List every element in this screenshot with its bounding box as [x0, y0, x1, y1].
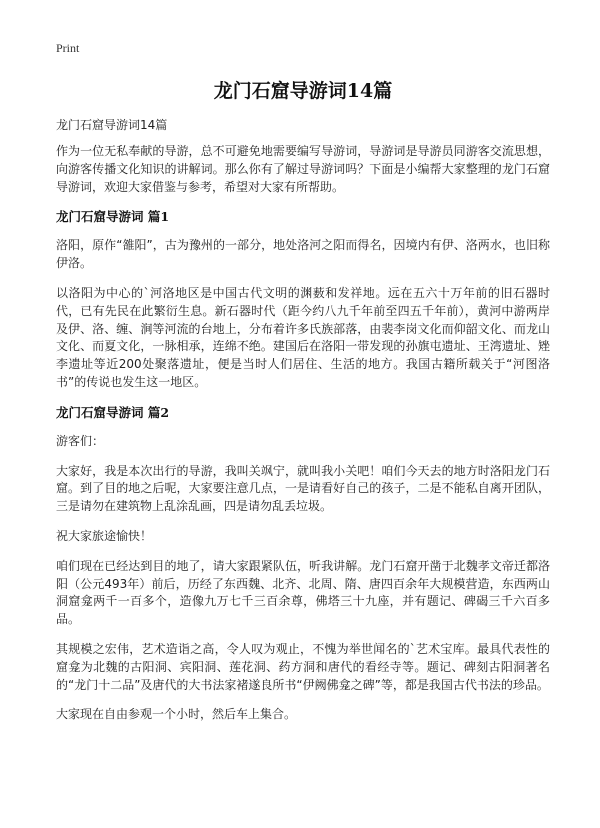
section-heading: 龙门石窟导游词 篇1	[56, 209, 170, 225]
section-paragraph: 以洛阳为中心的`河洛地区是中国古代文明的渊薮和发祥地。远在五六十万年前的旧石器时代，已有先民在此繁衍生息。新石器时代（距今约八九千年前至四五千年前），黄河中游两岸及伊、洛、缠、涧等河流的台地上，分布着许多氏族部落，由裴李岗文化而仰韶文化、而龙山文化、而夏文化，一脉相承，连绵不绝。建国后在洛阳一带发现的孙旗屯遗址、王湾遗址、矬李遗址等近200处聚落遗址，便是当时人们居住、生活的地方。我国古籍所载关于“河图洛书”的传说也发生这一地区。	[56, 285, 550, 389]
section-paragraph: 其规模之宏伟，艺术造诣之高，令人叹为观止，不愧为举世闻名的`艺术宝库。最具代表性的窟龛为北魏的古阳洞、宾阳洞、莲花洞、药方洞和唐代的看经寺等。题记、碑刻古阳洞著名的“龙门十二品”及唐代的大书法家褚遂良所书“伊阙佛龛之碑”等，都是我国古代书法的珍品。	[56, 641, 550, 692]
print-link[interactable]: Print	[56, 41, 80, 55]
intro-paragraph: 作为一位无私奉献的导游，总不可避免地需要编写导游词，导游词是导游员同游客交流思想，向游客传播文化知识的讲解词。那么你有了解过导游词吗？下面是小编帮大家整理的龙门石窟导游词，欢迎大家借鉴与参考，希望对大家有所帮助。	[56, 144, 550, 194]
document-page	[56, 40, 550, 736]
section-paragraph: 大家好，我是本次出行的导游，我叫关飒宁，就叫我小关吧！咱们今天去的地方时洛阳龙门石窟。到了目的地之后呢，大家要注意几点，一是请看好自己的孩子，二是不能私自离开团队，三是请勿在建筑物上乱涂乱画，四是请勿乱丢垃圾。	[56, 463, 550, 514]
section-paragraph: 咱们现在已经达到目的地了，请大家跟紧队伍，听我讲解。龙门石窟开凿于北魏孝文帝迁都洛阳（公元493年）前后，历经了东西魏、北齐、北周、隋、唐四百余年大规模营造，东西两山洞窟龛两千一百多个，造像九万七千三百余尊，佛塔三十九座，并有题记、碑碣三千六百多品。	[56, 558, 550, 627]
section-paragraph: 洛阳，原作“雒阳”，古为豫州的一部分，地处洛河之阳而得名，因境内有伊、洛两水，也旧称伊洛。	[56, 238, 550, 271]
section-heading: 龙门石窟导游词 篇2	[56, 404, 170, 420]
section-paragraph: 祝大家旅途愉快！	[56, 528, 153, 543]
document-subtitle: 龙门石窟导游词14篇	[56, 118, 168, 132]
document-title: 龙门石窟导游词14篇	[213, 80, 393, 102]
section-paragraph: 大家现在自由参观一个小时，然后车上集合。	[56, 707, 297, 722]
section-1	[56, 208, 550, 391]
section-2	[56, 404, 550, 724]
section-paragraph: 游客们：	[56, 433, 105, 448]
